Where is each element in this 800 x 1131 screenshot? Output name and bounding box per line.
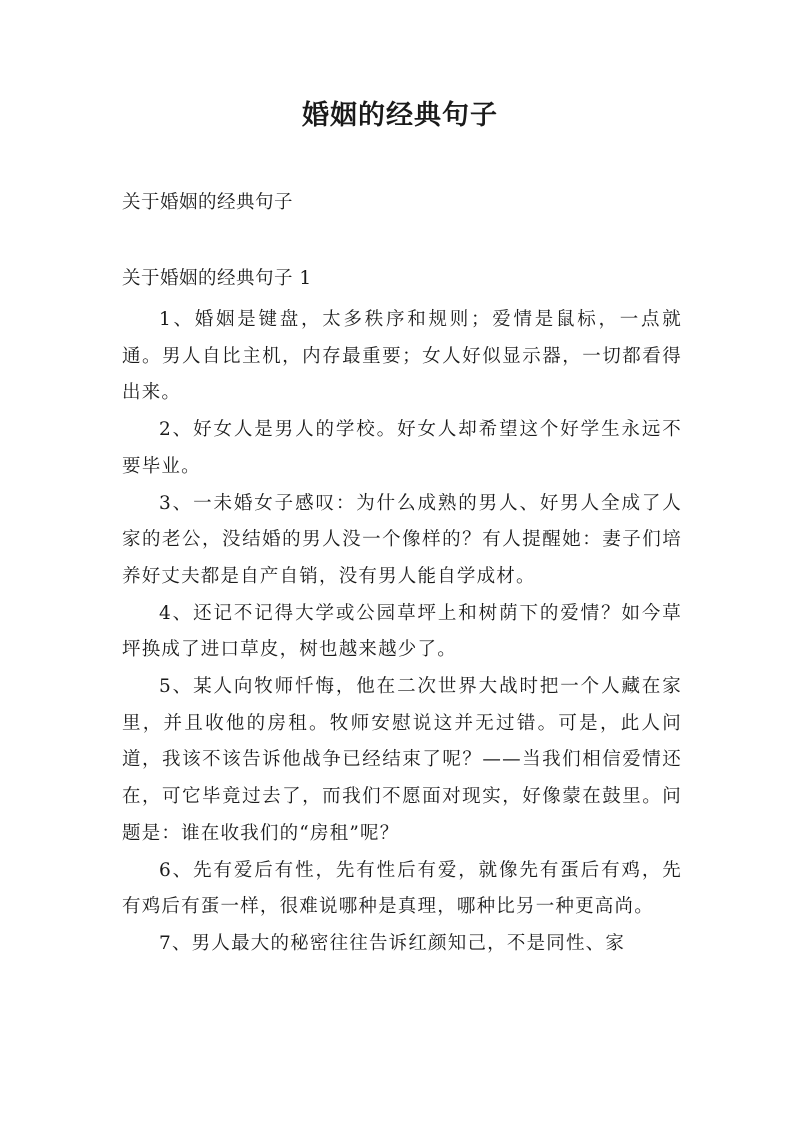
document-title: 婚姻的经典句子 xyxy=(302,100,498,131)
paragraph-6: 6、先有爱后有性，先有性后有爱，就像先有蛋后有鸡，先有鸡后有蛋一样，很难说哪种是真理，哪种比另一种更高尚。 xyxy=(122,859,682,918)
paragraph-7: 7、男人最大的秘密往往告诉红颜知己，不是同性、家 xyxy=(159,932,626,954)
document-body xyxy=(122,302,682,963)
paragraph-1: 1、婚姻是键盘，太多秩序和规则；爱情是鼠标，一点就通。男人自比主机，内存最重要；女人好似显示器，一切都看得出来。 xyxy=(122,309,682,404)
paragraph-2: 2、好女人是男人的学校。好女人却希望这个好学生永远不要毕业。 xyxy=(122,419,682,477)
section-heading: 关于婚姻的经典句子 1 xyxy=(122,268,312,289)
paragraph-3: 3、一未婚女子感叹：为什么成熟的男人、好男人全成了人家的老公，没结婚的男人没一个像样的？有人提醒她：妻子们培养好丈夫都是自产自销，没有男人能自学成材。 xyxy=(122,492,682,587)
document-subtitle: 关于婚姻的经典句子 xyxy=(122,192,294,213)
paragraph-5: 5、某人向牧师忏悔，他在二次世界大战时把一个人藏在家里，并且收他的房租。牧师安慰说这并无过错。可是，此人问道，我该不该告诉他战争已经结束了呢？——当我们相信爱情还在，可它毕竟过去了，而我们不愿面对现实，好像蒙在鼓里。问题是：谁在收我们的“房租”呢？ xyxy=(122,676,682,844)
paragraph-4: 4、还记不记得大学或公园草坪上和树荫下的爱情？如今草坪换成了进口草皮，树也越来越少了。 xyxy=(122,602,682,661)
